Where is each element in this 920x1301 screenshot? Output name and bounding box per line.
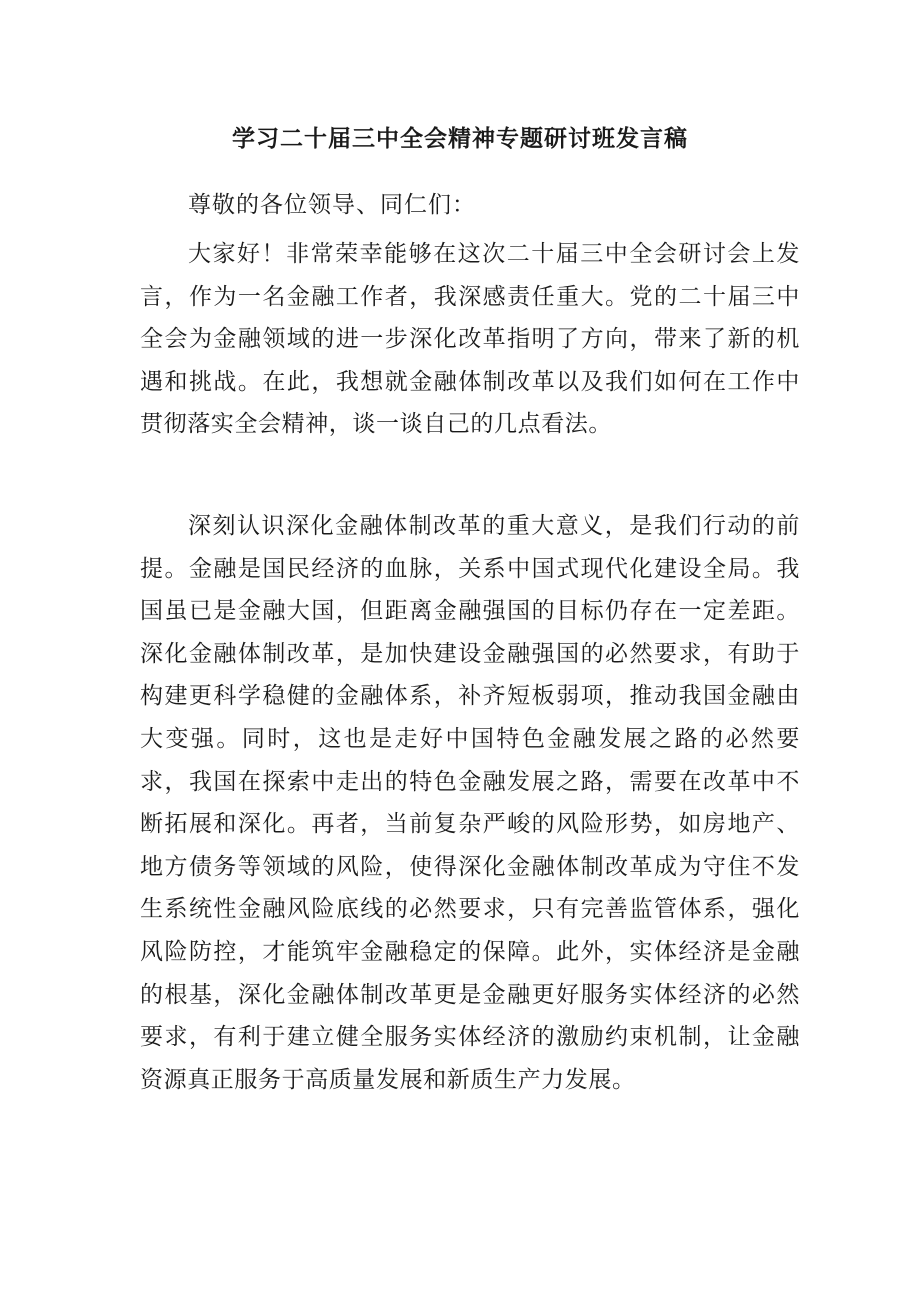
paragraph-1: 大家好！非常荣幸能够在这次二十届三中全会研讨会上发言，作为一名金融工作者，我深感责任重大。党的二十届三中全会为金融领域的进一步深化改革指明了方向，带来了新的机遇和挑战。在此，我想就金融体制改革以及我们如何在工作中贯彻落实全会精神，谈一谈自己的几点看法。 (140, 241, 800, 438)
greeting-line: 尊敬的各位领导、同仁们： (188, 192, 476, 218)
paragraph-2: 深刻认识深化金融体制改革的重大意义，是我们行动的前提。金融是国民经济的血脉，关系中国式现代化建设全局。我国虽已是金融大国，但距离金融强国的目标仍存在一定差距。深化金融体制改革，是加快建设金融强国的必然要求，有助于构建更科学稳健的金融体系，补齐短板弱项，推动我国金融由大变强。同时，这也是走好中国特色金融发展之路的必然要求，我国在探索中走出的特色金融发展之路，需要在改革中不断拓展和深化。再者，当前复杂严峻的风险形势，如房地产、地方债务等领域的风险，使得深化金融体制改革成为守住不发生系统性金融风险底线的必然要求，只有完善监管体系，强化风险防控，才能筑牢金融稳定的保障。此外，实体经济是金融的根基，深化金融体制改革更是金融更好服务实体经济的必然要求，有利于建立健全服务实体经济的激励约束机制，让金融资源真正服务于高质量发展和新质生产力发展。 (140, 513, 800, 1093)
document-title: 学习二十届三中全会精神专题研讨班发言稿 (232, 125, 688, 152)
